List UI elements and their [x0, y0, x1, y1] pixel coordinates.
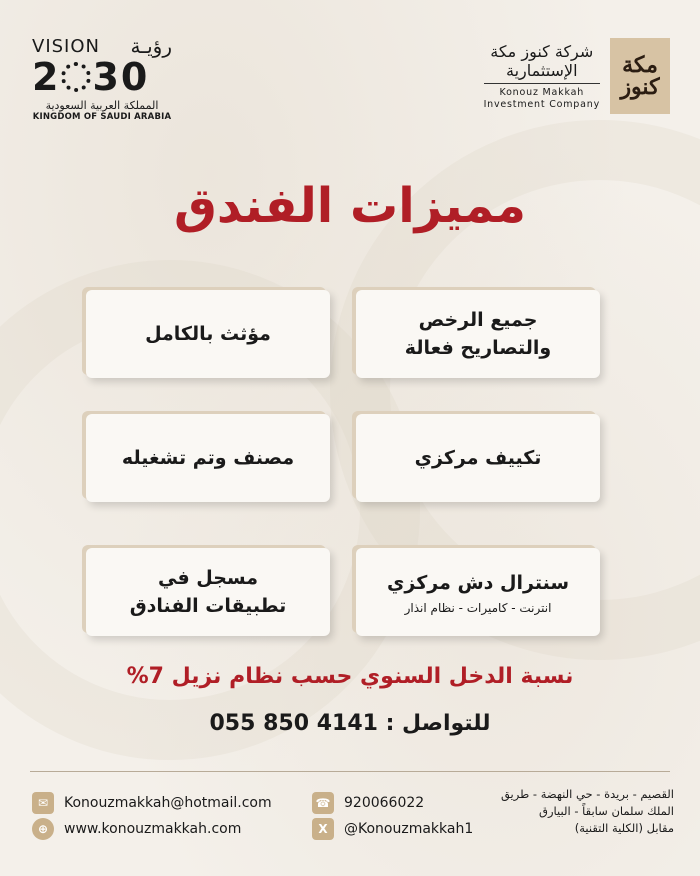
globe-icon: ⊕: [32, 818, 54, 840]
twitter-text: @Konouzmakkah1: [344, 821, 474, 837]
vision-year: 2 30: [32, 55, 150, 99]
address-line: الملك سلمان سابقاً - البيارق: [539, 804, 674, 818]
feature-label: تكييف مركزي: [414, 447, 542, 469]
company-name-en: Konouz Makkah: [499, 86, 585, 98]
email-icon: ✉: [32, 792, 54, 814]
company-type-en: Investment Company: [483, 98, 600, 110]
feature-card: [356, 548, 600, 636]
company-type-ar: الإستثمارية: [506, 60, 578, 80]
divider: [484, 83, 600, 84]
income-note: نسبة الدخل السنوي حسب نظام نزيل 7%: [126, 664, 574, 689]
footer-twitter[interactable]: [312, 818, 473, 840]
feature-card: [86, 290, 330, 378]
contact-phone[interactable]: للتواصل : 4141 850 055: [209, 711, 491, 736]
footer-divider: [30, 771, 670, 772]
company-brand: [484, 38, 670, 114]
email-text: Konouzmakkah@hotmail.com: [64, 795, 272, 811]
phone-icon: ☎: [312, 792, 334, 814]
address-line: القصيم - بريدة - حي النهضة - طريق: [500, 787, 674, 801]
company-name-ar: شركة كنوز مكة: [490, 41, 594, 61]
footer-email[interactable]: [32, 792, 272, 814]
website-text: www.konouzmakkah.com: [64, 821, 242, 837]
footer-website[interactable]: [32, 818, 241, 840]
vision-label-ar: رؤيـة: [130, 34, 172, 58]
feature-label: جميع الرخص والتصاريح فعالة: [404, 309, 552, 359]
address-line: مقابل (الكلية التقنية): [574, 821, 674, 835]
feature-card: [86, 548, 330, 636]
feature-sublabel: انترنت - كاميرات - نظام انذار: [404, 601, 552, 615]
feature-label: مسجل في تطبيقات الفنادق: [129, 567, 287, 617]
kingdom-name-en: KINGDOM OF SAUDI ARABIA: [32, 112, 172, 122]
feature-card: [86, 414, 330, 502]
page-title: مميزات الفندق: [173, 178, 526, 234]
feature-card: [356, 414, 600, 502]
sun-emblem-icon: [61, 62, 91, 92]
phone-text: 920066022: [344, 795, 425, 811]
vision-2030-logo: [32, 34, 172, 122]
feature-card: [356, 290, 600, 378]
kingdom-name-ar: المملكة العربية السعودية: [45, 99, 159, 112]
company-logo: مكة كنوز: [610, 38, 670, 114]
footer-address: [474, 786, 674, 837]
feature-label: مؤثث بالكامل: [145, 323, 271, 345]
x-twitter-icon: X: [312, 818, 334, 840]
feature-label: مصنف وتم تشغيله: [121, 447, 295, 469]
footer-phone[interactable]: [312, 792, 424, 814]
feature-label: سنترال دش مركزي: [386, 572, 570, 594]
vision-label-en: VISION: [32, 35, 100, 57]
